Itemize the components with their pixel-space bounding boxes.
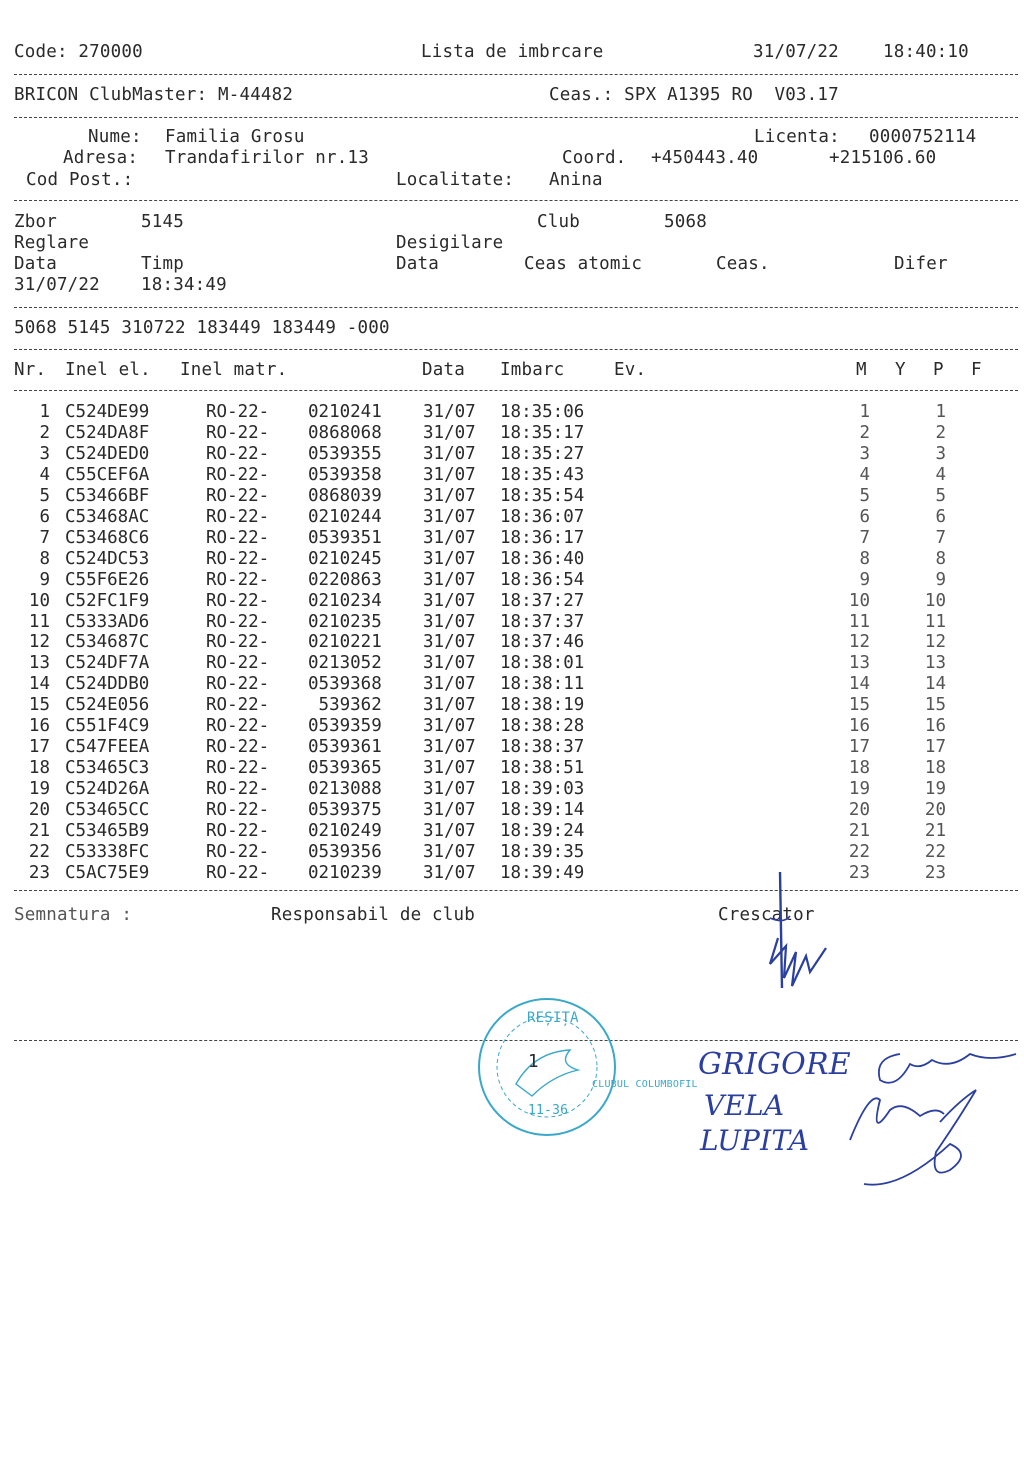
ring-number: 0539358 <box>308 464 382 485</box>
electronic-ring: C55CEF6A <box>65 464 150 485</box>
ring-prefix: RO-22- <box>206 653 270 674</box>
electronic-ring: C53466BF <box>65 485 150 506</box>
ring-number: 0210241 <box>308 402 382 422</box>
arrival-date: 31/07 <box>423 464 476 485</box>
ring-number: 0868039 <box>308 485 382 506</box>
coord-longitude: +215106.60 <box>829 148 937 168</box>
coord-label: Coord. <box>562 148 627 168</box>
ceas-atomic-label: Ceas atomic <box>524 254 643 274</box>
document-title: Lista de imbrcare <box>421 42 604 62</box>
electronic-ring: C524D26A <box>65 779 150 800</box>
arrival-time: 18:36:07 <box>500 506 585 527</box>
row-number: 17 <box>28 737 50 758</box>
table-row <box>0 423 1024 444</box>
ring-number: 0539351 <box>308 527 382 548</box>
position-p: 5 <box>935 485 946 506</box>
ring-prefix: RO-22- <box>206 485 270 506</box>
ring-prefix: RO-22- <box>206 779 270 800</box>
ring-number: 0210234 <box>308 590 382 611</box>
arrival-time: 18:38:01 <box>500 653 585 674</box>
position-p: 20 <box>924 800 946 821</box>
table-row <box>0 695 1024 716</box>
electronic-ring: C5AC75E9 <box>65 862 150 883</box>
row-number: 20 <box>28 800 50 821</box>
divider <box>14 890 1018 891</box>
arrival-time: 18:39:24 <box>500 821 585 841</box>
position-p: 15 <box>924 695 946 716</box>
electronic-ring: C55F6E26 <box>65 569 150 590</box>
position-m: 19 <box>848 779 870 800</box>
position-m: 14 <box>848 674 870 695</box>
arrival-time: 18:38:19 <box>500 695 585 716</box>
ring-prefix: RO-22- <box>206 527 270 548</box>
table-row <box>0 486 1024 507</box>
arrival-date: 31/07 <box>423 402 476 422</box>
arrival-date: 31/07 <box>423 779 476 800</box>
ring-number: 0539356 <box>308 841 382 862</box>
electronic-ring: C5333AD6 <box>65 611 150 632</box>
col-data: Data <box>422 360 465 380</box>
ceas-label: Ceas. <box>716 254 770 274</box>
position-p: 17 <box>924 737 946 758</box>
position-m: 2 <box>859 422 870 443</box>
row-number: 18 <box>28 758 50 779</box>
page-number: 1 <box>528 1052 539 1072</box>
stamp-number: 11-36 <box>528 1103 569 1118</box>
arrival-time: 18:35:54 <box>500 485 585 506</box>
divider <box>14 349 1018 350</box>
arrival-date: 31/07 <box>423 632 476 653</box>
position-p: 21 <box>924 821 946 841</box>
arrival-time: 18:39:35 <box>500 841 585 862</box>
ring-number: 539362 <box>308 695 382 716</box>
arrival-date: 31/07 <box>423 527 476 548</box>
ring-number: 0539375 <box>308 800 382 821</box>
arrival-date: 31/07 <box>423 485 476 506</box>
position-p: 2 <box>935 422 946 443</box>
ring-prefix: RO-22- <box>206 422 270 443</box>
arrival-time: 18:37:37 <box>500 611 585 632</box>
code-line: 5068 5145 310722 183449 183449 -000 <box>14 318 390 338</box>
position-p: 22 <box>924 841 946 862</box>
col-f: F <box>971 360 982 380</box>
responsabil-label: Responsabil de club <box>271 905 475 925</box>
position-m: 21 <box>848 821 870 841</box>
semnatura-label: Semnatura : <box>14 905 133 925</box>
data-label: Data <box>14 254 57 274</box>
zbor-label: Zbor <box>14 212 57 232</box>
divider <box>14 117 1018 118</box>
ring-prefix: RO-22- <box>206 569 270 590</box>
table-row <box>0 444 1024 465</box>
arrival-date: 31/07 <box>423 674 476 695</box>
arrival-date: 31/07 <box>423 716 476 737</box>
table-row <box>0 758 1024 779</box>
electronic-ring: C53465B9 <box>65 821 150 841</box>
col-ev: Ev. <box>614 360 647 380</box>
arrival-time: 18:37:27 <box>500 590 585 611</box>
arrival-date: 31/07 <box>423 611 476 632</box>
owner-locality: Anina <box>549 170 603 190</box>
arrival-time: 18:36:54 <box>500 569 585 590</box>
electronic-ring: C53465C3 <box>65 758 150 779</box>
position-m: 4 <box>859 464 870 485</box>
table-row <box>0 653 1024 674</box>
electronic-ring: C547FEEA <box>65 737 150 758</box>
arrival-time: 18:35:06 <box>500 402 585 422</box>
arrival-date: 31/07 <box>423 422 476 443</box>
row-number: 19 <box>28 779 50 800</box>
ring-number: 0210235 <box>308 611 382 632</box>
position-m: 13 <box>848 653 870 674</box>
position-m: 23 <box>848 862 870 883</box>
table-row <box>0 821 1024 842</box>
divider <box>14 307 1018 308</box>
row-number: 1 <box>39 402 50 422</box>
owner-name: Familia Grosu <box>165 127 305 147</box>
table-row <box>0 863 1024 884</box>
ring-prefix: RO-22- <box>206 758 270 779</box>
ring-prefix: RO-22- <box>206 862 270 883</box>
position-m: 20 <box>848 800 870 821</box>
table-row <box>0 465 1024 486</box>
ring-number: 0210244 <box>308 506 382 527</box>
ring-number: 0210249 <box>308 821 382 841</box>
row-number: 5 <box>39 485 50 506</box>
electronic-ring: C52FC1F9 <box>65 590 150 611</box>
handwritten-name-1: GRIGORE <box>698 1047 851 1082</box>
ring-number: 0220863 <box>308 569 382 590</box>
stamp-side-text: CLUBUL COLUMBOFIL <box>592 1079 698 1090</box>
position-p: 11 <box>924 611 946 632</box>
position-p: 16 <box>924 716 946 737</box>
row-number: 4 <box>39 464 50 485</box>
col-nr: Nr. <box>14 360 47 380</box>
position-m: 6 <box>859 506 870 527</box>
position-m: 16 <box>848 716 870 737</box>
arrival-date: 31/07 <box>423 862 476 883</box>
arrival-time: 18:38:51 <box>500 758 585 779</box>
ring-number: 0539368 <box>308 674 382 695</box>
arrival-time: 18:38:28 <box>500 716 585 737</box>
electronic-ring: C524DA8F <box>65 422 150 443</box>
crescator-label: Crescator <box>718 905 815 925</box>
reglare-time: 18:34:49 <box>141 275 227 295</box>
handwritten-signatures <box>840 1040 1020 1200</box>
owner-address: Trandafirilor nr.13 <box>165 148 369 168</box>
position-m: 5 <box>859 485 870 506</box>
row-number: 3 <box>39 443 50 464</box>
table-row <box>0 779 1024 800</box>
position-p: 13 <box>924 653 946 674</box>
club-number: 5068 <box>664 212 707 232</box>
data-label-2: Data <box>396 254 439 274</box>
ring-prefix: RO-22- <box>206 695 270 716</box>
arrival-time: 18:35:17 <box>500 422 585 443</box>
arrival-time: 18:36:17 <box>500 527 585 548</box>
position-p: 18 <box>924 758 946 779</box>
electronic-ring: C53338FC <box>65 841 150 862</box>
zbor-number: 5145 <box>141 212 184 232</box>
row-number: 2 <box>39 422 50 443</box>
electronic-ring: C524DE99 <box>65 402 150 422</box>
position-p: 4 <box>935 464 946 485</box>
code-label: Code: 270000 <box>14 42 143 62</box>
electronic-ring: C534687C <box>65 632 150 653</box>
position-p: 19 <box>924 779 946 800</box>
arrival-time: 18:35:27 <box>500 443 585 464</box>
row-number: 12 <box>28 632 50 653</box>
arrival-date: 31/07 <box>423 506 476 527</box>
licence-label: Licenta: <box>754 127 840 147</box>
ring-prefix: RO-22- <box>206 632 270 653</box>
table-row <box>0 591 1024 612</box>
ring-number: 0539355 <box>308 443 382 464</box>
clock-id: Ceas.: SPX A1395 RO V03.17 <box>549 85 839 105</box>
address-label: Adresa: <box>63 148 139 168</box>
arrival-time: 18:39:49 <box>500 862 585 883</box>
reglare-label: Reglare <box>14 233 90 253</box>
row-number: 11 <box>28 611 50 632</box>
electronic-ring: C53468C6 <box>65 527 150 548</box>
software-version: BRICON ClubMaster: M-44482 <box>14 85 294 105</box>
print-date: 31/07/22 <box>753 42 839 62</box>
position-m: 22 <box>848 841 870 862</box>
ring-number: 0210245 <box>308 548 382 569</box>
ring-prefix: RO-22- <box>206 821 270 841</box>
ring-number: 0213052 <box>308 653 382 674</box>
row-number: 8 <box>39 548 50 569</box>
crescator-signature <box>740 868 850 998</box>
ring-prefix: RO-22- <box>206 443 270 464</box>
position-p: 14 <box>924 674 946 695</box>
electronic-ring: C53468AC <box>65 506 150 527</box>
arrival-date: 31/07 <box>423 443 476 464</box>
position-p: 10 <box>924 590 946 611</box>
arrival-time: 18:39:03 <box>500 779 585 800</box>
ring-prefix: RO-22- <box>206 548 270 569</box>
row-number: 6 <box>39 506 50 527</box>
table-row <box>0 800 1024 821</box>
arrival-time: 18:36:40 <box>500 548 585 569</box>
timp-label: Timp <box>141 254 184 274</box>
table-row <box>0 716 1024 737</box>
electronic-ring: C524DDB0 <box>65 674 150 695</box>
ring-number: 0539359 <box>308 716 382 737</box>
arrival-date: 31/07 <box>423 569 476 590</box>
row-number: 22 <box>28 841 50 862</box>
divider <box>14 200 1018 201</box>
col-imbarc: Imbarc <box>500 360 565 380</box>
handwritten-name-3: LUPITA <box>700 1124 810 1157</box>
difer-label: Difer <box>894 254 948 274</box>
position-p: 7 <box>935 527 946 548</box>
print-time: 18:40:10 <box>883 42 969 62</box>
position-p: 6 <box>935 506 946 527</box>
arrival-date: 31/07 <box>423 695 476 716</box>
arrival-time: 18:38:11 <box>500 674 585 695</box>
table-row <box>0 570 1024 591</box>
col-y: Y <box>895 360 906 380</box>
table-row <box>0 549 1024 570</box>
position-m: 8 <box>859 548 870 569</box>
arrival-date: 31/07 <box>423 821 476 841</box>
table-row <box>0 632 1024 653</box>
licence-number: 0000752114 <box>869 127 977 147</box>
arrival-date: 31/07 <box>423 737 476 758</box>
position-p: 3 <box>935 443 946 464</box>
ring-number: 0539361 <box>308 737 382 758</box>
position-m: 7 <box>859 527 870 548</box>
ring-number: 0210221 <box>308 632 382 653</box>
electronic-ring: C524DC53 <box>65 548 150 569</box>
row-number: 10 <box>28 590 50 611</box>
row-number: 14 <box>28 674 50 695</box>
arrival-time: 18:39:14 <box>500 800 585 821</box>
table-row <box>0 528 1024 549</box>
position-m: 15 <box>848 695 870 716</box>
row-number: 7 <box>39 527 50 548</box>
electronic-ring: C524E056 <box>65 695 150 716</box>
arrival-time: 18:35:43 <box>500 464 585 485</box>
ring-number: 0213088 <box>308 779 382 800</box>
position-p: 1 <box>935 402 946 422</box>
reglare-date: 31/07/22 <box>14 275 100 295</box>
desigilare-label: Desigilare <box>396 233 504 253</box>
arrival-date: 31/07 <box>423 590 476 611</box>
electronic-ring: C524DED0 <box>65 443 150 464</box>
position-m: 17 <box>848 737 870 758</box>
arrival-date: 31/07 <box>423 841 476 862</box>
arrival-date: 31/07 <box>423 653 476 674</box>
ring-number: 0210239 <box>308 862 382 883</box>
club-label: Club <box>537 212 580 232</box>
row-number: 16 <box>28 716 50 737</box>
table-row <box>0 842 1024 863</box>
table-row <box>0 507 1024 528</box>
row-number: 15 <box>28 695 50 716</box>
row-number: 23 <box>28 862 50 883</box>
position-m: 18 <box>848 758 870 779</box>
postcode-label: Cod Post.: <box>26 170 134 190</box>
ring-prefix: RO-22- <box>206 506 270 527</box>
table-row <box>0 402 1024 423</box>
ring-prefix: RO-22- <box>206 611 270 632</box>
stamp-top-text: REȘIȚA <box>527 1010 579 1026</box>
ring-number: 0868068 <box>308 422 382 443</box>
coord-latitude: +450443.40 <box>651 148 759 168</box>
arrival-date: 31/07 <box>423 758 476 779</box>
ring-prefix: RO-22- <box>206 464 270 485</box>
col-inel-el: Inel el. <box>65 360 151 380</box>
position-m: 9 <box>859 569 870 590</box>
position-m: 3 <box>859 443 870 464</box>
table-row <box>0 737 1024 758</box>
col-p: P <box>933 360 944 380</box>
divider <box>14 390 1018 391</box>
arrival-date: 31/07 <box>423 548 476 569</box>
ring-prefix: RO-22- <box>206 402 270 422</box>
arrival-time: 18:37:46 <box>500 632 585 653</box>
locality-label: Localitate: <box>396 170 515 190</box>
ring-prefix: RO-22- <box>206 674 270 695</box>
ring-number: 0539365 <box>308 758 382 779</box>
table-row <box>0 612 1024 633</box>
row-number: 13 <box>28 653 50 674</box>
position-m: 1 <box>859 402 870 422</box>
position-p: 12 <box>924 632 946 653</box>
divider <box>14 74 1018 75</box>
handwritten-name-2: VELA <box>704 1089 785 1122</box>
electronic-ring: C551F4C9 <box>65 716 150 737</box>
col-m: M <box>856 360 867 380</box>
arrival-date: 31/07 <box>423 800 476 821</box>
arrival-time: 18:38:37 <box>500 737 585 758</box>
ring-prefix: RO-22- <box>206 841 270 862</box>
table-row <box>0 674 1024 695</box>
electronic-ring: C53465CC <box>65 800 150 821</box>
position-p: 23 <box>924 862 946 883</box>
name-label: Nume: <box>88 127 142 147</box>
ring-prefix: RO-22- <box>206 737 270 758</box>
position-p: 8 <box>935 548 946 569</box>
col-inel-matr: Inel matr. <box>180 360 288 380</box>
position-m: 12 <box>848 632 870 653</box>
position-m: 11 <box>848 611 870 632</box>
position-p: 9 <box>935 569 946 590</box>
electronic-ring: C524DF7A <box>65 653 150 674</box>
row-number: 9 <box>39 569 50 590</box>
row-number: 21 <box>28 821 50 841</box>
ring-prefix: RO-22- <box>206 590 270 611</box>
ring-prefix: RO-22- <box>206 716 270 737</box>
ring-prefix: RO-22- <box>206 800 270 821</box>
position-m: 10 <box>848 590 870 611</box>
